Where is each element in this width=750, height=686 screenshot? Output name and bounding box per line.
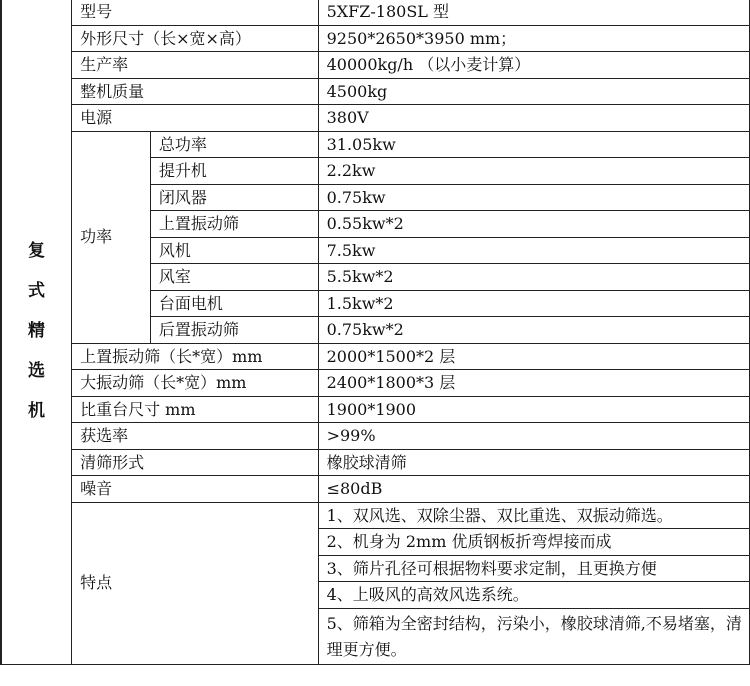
row-value-noise: ≤80dB: [318, 476, 749, 503]
feature-item: 4、上吸风的高效风选系统。: [318, 582, 749, 609]
feature-item: 3、筛片孔径可根据物料要求定制，且更换方便: [318, 555, 749, 582]
power-item-value: 7.5kw: [318, 237, 749, 264]
row-label-cleaning-type: 清筛形式: [72, 449, 319, 476]
power-item-value: 5.5kw*2: [318, 264, 749, 291]
power-item-value: 0.75kw: [318, 184, 749, 211]
power-item-value: 0.55kw*2: [318, 211, 749, 238]
feature-item: 1、双风选、双除尘器、双比重选、双振动筛选。: [318, 502, 749, 529]
row-label-power-supply: 电源: [72, 105, 319, 132]
row-value-weight: 4500kg: [318, 78, 749, 105]
power-item-value: 2.2kw: [318, 158, 749, 185]
power-item-label: 上置振动筛: [150, 211, 318, 238]
row-label-weight: 整机质量: [72, 78, 319, 105]
row-value-capacity: 40000kg/h （以小麦计算）: [318, 52, 749, 79]
row-label-upper-screen: 上置振动筛（长*宽）mm: [72, 343, 319, 370]
row-value-cleaning-type: 橡胶球清筛: [318, 449, 749, 476]
features-label: 特点: [72, 502, 319, 664]
power-group-label: 功率: [72, 131, 151, 343]
row-label-dimensions: 外形尺寸（长×宽×高）: [72, 25, 319, 52]
row-value-power-supply: 380V: [318, 105, 749, 132]
row-value-large-screen: 2400*1800*3 层: [318, 370, 749, 397]
row-label-selection-rate: 获选率: [72, 423, 319, 450]
row-value-upper-screen: 2000*1500*2 层: [318, 343, 749, 370]
power-item-label: 闭风器: [150, 184, 318, 211]
power-item-value: 0.75kw*2: [318, 317, 749, 344]
row-label-model: 型号: [72, 0, 319, 25]
power-item-value: 1.5kw*2: [318, 290, 749, 317]
row-label-capacity: 生产率: [72, 52, 319, 79]
power-item-value: 31.05kw: [318, 131, 749, 158]
power-item-label: 后置振动筛: [150, 317, 318, 344]
row-label-gravity-table: 比重台尺寸 mm: [72, 396, 319, 423]
power-item-label: 提升机: [150, 158, 318, 185]
power-item-label: 总功率: [150, 131, 318, 158]
feature-item: 2、机身为 2mm 优质钢板折弯焊接而成: [318, 529, 749, 556]
row-label-noise: 噪音: [72, 476, 319, 503]
power-item-label: 风机: [150, 237, 318, 264]
feature-item: 5、筛箱为全密封结构，污染小，橡胶球清筛,不易堵塞，清理更方便。: [318, 608, 749, 664]
power-item-label: 风室: [150, 264, 318, 291]
row-value-model: 5XFZ-180SL 型: [318, 0, 749, 25]
machine-name-label: 复 式 精 选 机: [1, 0, 72, 664]
row-label-large-screen: 大振动筛（长*宽）mm: [72, 370, 319, 397]
row-value-selection-rate: >99%: [318, 423, 749, 450]
row-value-dimensions: 9250*2650*3950 mm；: [318, 25, 749, 52]
power-item-label: 台面电机: [150, 290, 318, 317]
row-value-gravity-table: 1900*1900: [318, 396, 749, 423]
